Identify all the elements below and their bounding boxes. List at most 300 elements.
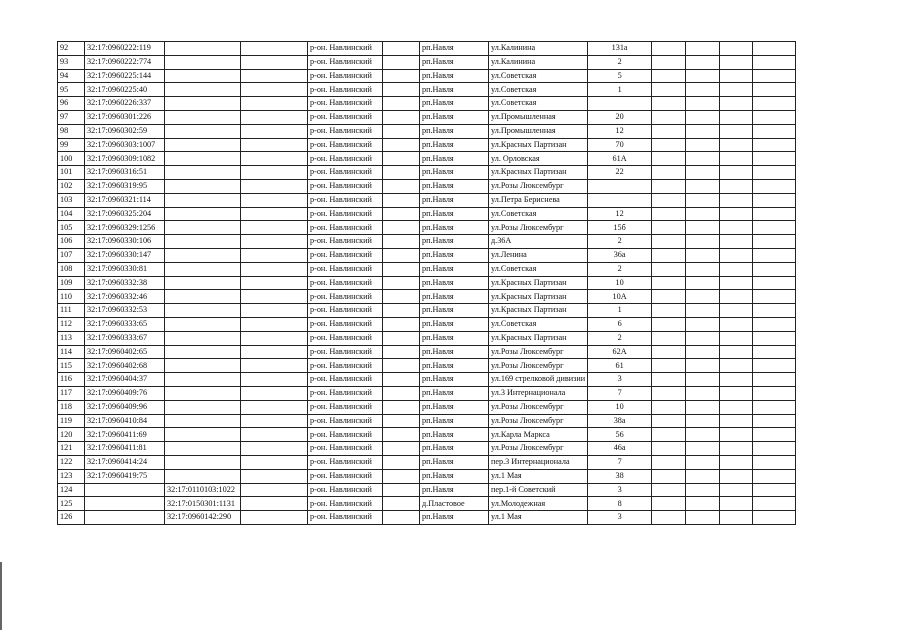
street-cell: ул.Молодежная (489, 497, 588, 511)
empty-cell (753, 359, 796, 373)
empty-cell (241, 359, 308, 373)
cadastral-number-cell: 32:17:0960301:226 (85, 110, 165, 124)
empty-cell (686, 331, 720, 345)
row-number-cell: 103 (58, 193, 85, 207)
row-number-cell: 101 (58, 166, 85, 180)
empty-cell (720, 110, 753, 124)
cadastral-number-cell: 32:17:0960321:114 (85, 193, 165, 207)
cadastral-number-alt-cell (165, 359, 241, 373)
empty-cell (720, 221, 753, 235)
empty-cell (686, 317, 720, 331)
empty-cell (686, 97, 720, 111)
cadastral-number-cell: 32:17:0960225:40 (85, 83, 165, 97)
row-number-cell: 116 (58, 373, 85, 387)
house-number-cell: 38 (588, 469, 652, 483)
cadastral-number-cell: 32:17:0960325:204 (85, 207, 165, 221)
empty-cell (652, 97, 686, 111)
empty-cell (720, 455, 753, 469)
street-cell: ул.Розы Люксембург (489, 179, 588, 193)
district-cell: р-он. Навлинский (308, 511, 383, 525)
empty-cell (652, 248, 686, 262)
empty-cell (720, 497, 753, 511)
empty-cell (652, 345, 686, 359)
empty-cell (720, 193, 753, 207)
locality-cell: рп.Навля (420, 124, 489, 138)
empty-cell (383, 290, 420, 304)
empty-cell (652, 497, 686, 511)
district-cell: р-он. Навлинский (308, 290, 383, 304)
row-number-cell: 104 (58, 207, 85, 221)
empty-cell (383, 97, 420, 111)
table-row (58, 304, 796, 318)
empty-cell (241, 469, 308, 483)
locality-cell: рп.Навля (420, 414, 489, 428)
house-number-cell: 20 (588, 110, 652, 124)
locality-cell: рп.Навля (420, 166, 489, 180)
empty-cell (720, 469, 753, 483)
cadastral-number-cell: 32:17:0960302:59 (85, 124, 165, 138)
empty-cell (241, 304, 308, 318)
cadastral-number-cell: 32:17:0960330:147 (85, 248, 165, 262)
empty-cell (720, 386, 753, 400)
empty-cell (383, 262, 420, 276)
district-cell: р-он. Навлинский (308, 42, 383, 56)
empty-cell (753, 262, 796, 276)
empty-cell (753, 345, 796, 359)
cadastral-number-alt-cell (165, 235, 241, 249)
cadastral-number-alt-cell (165, 152, 241, 166)
empty-cell (753, 428, 796, 442)
empty-cell (652, 69, 686, 83)
house-number-cell: 8 (588, 497, 652, 511)
empty-cell (652, 290, 686, 304)
empty-cell (720, 83, 753, 97)
table-row (58, 497, 796, 511)
cadastral-number-cell: 32:17:0960226:337 (85, 97, 165, 111)
street-cell: ул.Калинина (489, 42, 588, 56)
empty-cell (241, 179, 308, 193)
empty-cell (686, 207, 720, 221)
locality-cell: рп.Навля (420, 386, 489, 400)
house-number-cell: 2 (588, 235, 652, 249)
street-cell: ул.1 Мая (489, 511, 588, 525)
district-cell: р-он. Навлинский (308, 235, 383, 249)
district-cell: р-он. Навлинский (308, 497, 383, 511)
empty-cell (383, 138, 420, 152)
table-row (58, 124, 796, 138)
empty-cell (241, 414, 308, 428)
table-row (58, 138, 796, 152)
cadastral-number-alt-cell (165, 207, 241, 221)
empty-cell (720, 276, 753, 290)
district-cell: р-он. Навлинский (308, 455, 383, 469)
empty-cell (652, 455, 686, 469)
empty-cell (652, 469, 686, 483)
street-cell: ул.Розы Люксембург (489, 221, 588, 235)
district-cell: р-он. Навлинский (308, 110, 383, 124)
district-cell: р-он. Навлинский (308, 55, 383, 69)
empty-cell (241, 193, 308, 207)
empty-cell (383, 166, 420, 180)
empty-cell (686, 193, 720, 207)
empty-cell (720, 442, 753, 456)
cadastral-number-cell: 32:17:0960404:37 (85, 373, 165, 387)
empty-cell (686, 304, 720, 318)
empty-cell (241, 138, 308, 152)
cadastral-number-alt-cell (165, 304, 241, 318)
empty-cell (753, 248, 796, 262)
street-cell: ул.Советская (489, 83, 588, 97)
table-row (58, 97, 796, 111)
table-row (58, 83, 796, 97)
empty-cell (753, 317, 796, 331)
empty-cell (383, 193, 420, 207)
empty-cell (720, 69, 753, 83)
district-cell: р-он. Навлинский (308, 483, 383, 497)
empty-cell (652, 373, 686, 387)
empty-cell (686, 497, 720, 511)
empty-cell (652, 359, 686, 373)
table-row (58, 290, 796, 304)
district-cell: р-он. Навлинский (308, 83, 383, 97)
street-cell: ул.Карла Маркса (489, 428, 588, 442)
table-row (58, 373, 796, 387)
house-number-cell: 15б (588, 221, 652, 235)
empty-cell (720, 152, 753, 166)
empty-cell (652, 400, 686, 414)
house-number-cell: 2 (588, 262, 652, 276)
empty-cell (720, 166, 753, 180)
street-cell: ул.Советская (489, 69, 588, 83)
house-number-cell: 1 (588, 304, 652, 318)
empty-cell (753, 55, 796, 69)
empty-cell (686, 83, 720, 97)
house-number-cell: 56 (588, 428, 652, 442)
cadastral-number-cell: 32:17:0960222:119 (85, 42, 165, 56)
street-cell: пер.1-й Советский (489, 483, 588, 497)
empty-cell (686, 124, 720, 138)
empty-cell (686, 359, 720, 373)
cadastral-number-cell: 32:17:0960316:51 (85, 166, 165, 180)
row-number-cell: 110 (58, 290, 85, 304)
empty-cell (686, 166, 720, 180)
district-cell: р-он. Навлинский (308, 97, 383, 111)
locality-cell: рп.Навля (420, 69, 489, 83)
empty-cell (720, 235, 753, 249)
empty-cell (686, 55, 720, 69)
locality-cell: рп.Навля (420, 455, 489, 469)
cadastral-number-alt-cell (165, 428, 241, 442)
cadastral-number-cell: 32:17:0960225:144 (85, 69, 165, 83)
table-row (58, 276, 796, 290)
street-cell: ул.Розы Люксембург (489, 359, 588, 373)
locality-cell: рп.Навля (420, 345, 489, 359)
street-cell: ул.1 Мая (489, 469, 588, 483)
empty-cell (753, 276, 796, 290)
table-row (58, 345, 796, 359)
registry-table (57, 41, 796, 525)
house-number-cell: 1 (588, 83, 652, 97)
table-row (58, 179, 796, 193)
street-cell: ул.Петра Бериснева (489, 193, 588, 207)
row-number-cell: 119 (58, 414, 85, 428)
empty-cell (383, 511, 420, 525)
empty-cell (753, 110, 796, 124)
empty-cell (652, 138, 686, 152)
empty-cell (652, 511, 686, 525)
street-cell: ул.Красных Партизан (489, 138, 588, 152)
empty-cell (383, 207, 420, 221)
empty-cell (383, 455, 420, 469)
locality-cell: рп.Навля (420, 483, 489, 497)
cadastral-number-cell: 32:17:0960332:53 (85, 304, 165, 318)
empty-cell (652, 317, 686, 331)
cadastral-number-alt-cell (165, 83, 241, 97)
empty-cell (241, 124, 308, 138)
empty-cell (753, 97, 796, 111)
empty-cell (686, 442, 720, 456)
district-cell: р-он. Навлинский (308, 207, 383, 221)
row-number-cell: 96 (58, 97, 85, 111)
house-number-cell: 10 (588, 400, 652, 414)
empty-cell (720, 248, 753, 262)
empty-cell (720, 359, 753, 373)
locality-cell: рп.Навля (420, 442, 489, 456)
district-cell: р-он. Навлинский (308, 262, 383, 276)
empty-cell (241, 97, 308, 111)
empty-cell (241, 152, 308, 166)
empty-cell (652, 304, 686, 318)
empty-cell (753, 179, 796, 193)
district-cell: р-он. Навлинский (308, 317, 383, 331)
empty-cell (383, 414, 420, 428)
district-cell: р-он. Навлинский (308, 193, 383, 207)
row-number-cell: 117 (58, 386, 85, 400)
row-number-cell: 114 (58, 345, 85, 359)
street-cell: ул.Розы Люксембург (489, 400, 588, 414)
table-row (58, 359, 796, 373)
empty-cell (652, 428, 686, 442)
district-cell: р-он. Навлинский (308, 469, 383, 483)
empty-cell (753, 290, 796, 304)
empty-cell (383, 152, 420, 166)
empty-cell (241, 331, 308, 345)
empty-cell (383, 386, 420, 400)
empty-cell (686, 428, 720, 442)
empty-cell (686, 152, 720, 166)
empty-cell (241, 235, 308, 249)
row-number-cell: 99 (58, 138, 85, 152)
empty-cell (720, 483, 753, 497)
street-cell: ул.Промышленная (489, 124, 588, 138)
locality-cell: рп.Навля (420, 110, 489, 124)
empty-cell (720, 262, 753, 276)
cadastral-number-alt-cell (165, 414, 241, 428)
table-row (58, 69, 796, 83)
street-cell: ул.Промышленная (489, 110, 588, 124)
empty-cell (720, 428, 753, 442)
row-number-cell: 102 (58, 179, 85, 193)
empty-cell (241, 262, 308, 276)
cadastral-number-alt-cell (165, 179, 241, 193)
empty-cell (686, 345, 720, 359)
house-number-cell (588, 193, 652, 207)
cadastral-number-alt-cell (165, 276, 241, 290)
cadastral-number-cell: 32:17:0960333:67 (85, 331, 165, 345)
table-row (58, 221, 796, 235)
cadastral-number-cell: 32:17:0960329:1256 (85, 221, 165, 235)
locality-cell: д.Пластовое (420, 497, 489, 511)
cadastral-number-cell: 32:17:0960332:46 (85, 290, 165, 304)
empty-cell (241, 248, 308, 262)
empty-cell (241, 386, 308, 400)
cadastral-number-cell: 32:17:0960409:76 (85, 386, 165, 400)
table-row (58, 55, 796, 69)
house-number-cell: 12 (588, 207, 652, 221)
empty-cell (652, 221, 686, 235)
empty-cell (652, 276, 686, 290)
district-cell: р-он. Навлинский (308, 221, 383, 235)
row-number-cell: 95 (58, 83, 85, 97)
empty-cell (753, 483, 796, 497)
empty-cell (383, 124, 420, 138)
empty-cell (686, 290, 720, 304)
empty-cell (652, 42, 686, 56)
street-cell: ул.Розы Люксембург (489, 414, 588, 428)
locality-cell: рп.Навля (420, 317, 489, 331)
empty-cell (383, 428, 420, 442)
house-number-cell: 3 (588, 511, 652, 525)
row-number-cell: 107 (58, 248, 85, 262)
locality-cell: рп.Навля (420, 42, 489, 56)
locality-cell: рп.Навля (420, 511, 489, 525)
table-row (58, 414, 796, 428)
district-cell: р-он. Навлинский (308, 386, 383, 400)
cadastral-number-cell (85, 511, 165, 525)
district-cell: р-он. Навлинский (308, 400, 383, 414)
row-number-cell: 94 (58, 69, 85, 83)
street-cell: ул.Советская (489, 317, 588, 331)
empty-cell (241, 290, 308, 304)
empty-cell (383, 55, 420, 69)
empty-cell (652, 179, 686, 193)
house-number-cell: 3 (588, 373, 652, 387)
district-cell: р-он. Навлинский (308, 428, 383, 442)
empty-cell (753, 235, 796, 249)
street-cell: ул.Розы Люксембург (489, 442, 588, 456)
empty-cell (383, 400, 420, 414)
cadastral-number-cell: 32:17:0960419:75 (85, 469, 165, 483)
empty-cell (652, 483, 686, 497)
locality-cell: рп.Навля (420, 373, 489, 387)
row-number-cell: 112 (58, 317, 85, 331)
locality-cell: рп.Навля (420, 221, 489, 235)
house-number-cell: 5 (588, 69, 652, 83)
empty-cell (753, 42, 796, 56)
empty-cell (720, 207, 753, 221)
empty-cell (652, 124, 686, 138)
house-number-cell (588, 179, 652, 193)
row-number-cell: 113 (58, 331, 85, 345)
empty-cell (686, 110, 720, 124)
empty-cell (241, 207, 308, 221)
locality-cell: рп.Навля (420, 235, 489, 249)
empty-cell (753, 511, 796, 525)
table-row (58, 42, 796, 56)
row-number-cell: 106 (58, 235, 85, 249)
empty-cell (753, 83, 796, 97)
cadastral-number-alt-cell (165, 138, 241, 152)
empty-cell (720, 345, 753, 359)
empty-cell (652, 193, 686, 207)
cadastral-number-alt-cell (165, 290, 241, 304)
locality-cell: рп.Навля (420, 469, 489, 483)
district-cell: р-он. Навлинский (308, 359, 383, 373)
empty-cell (383, 276, 420, 290)
empty-cell (720, 55, 753, 69)
empty-cell (383, 497, 420, 511)
district-cell: р-он. Навлинский (308, 442, 383, 456)
row-number-cell: 122 (58, 455, 85, 469)
empty-cell (753, 124, 796, 138)
empty-cell (753, 497, 796, 511)
cadastral-number-cell: 32:17:0960411:81 (85, 442, 165, 456)
empty-cell (686, 373, 720, 387)
cadastral-number-cell: 32:17:0960332:38 (85, 276, 165, 290)
empty-cell (753, 400, 796, 414)
cadastral-number-alt-cell (165, 386, 241, 400)
empty-cell (241, 373, 308, 387)
cadastral-number-alt-cell (165, 248, 241, 262)
empty-cell (686, 469, 720, 483)
empty-cell (383, 483, 420, 497)
table-body (58, 42, 796, 525)
table-row (58, 428, 796, 442)
row-number-cell: 121 (58, 442, 85, 456)
empty-cell (383, 331, 420, 345)
row-number-cell: 98 (58, 124, 85, 138)
empty-cell (652, 442, 686, 456)
cadastral-number-alt-cell (165, 331, 241, 345)
empty-cell (686, 179, 720, 193)
house-number-cell: 22 (588, 166, 652, 180)
empty-cell (686, 455, 720, 469)
empty-cell (652, 166, 686, 180)
empty-cell (241, 55, 308, 69)
empty-cell (652, 110, 686, 124)
empty-cell (383, 359, 420, 373)
house-number-cell: 10А (588, 290, 652, 304)
empty-cell (652, 55, 686, 69)
table-row (58, 262, 796, 276)
empty-cell (241, 69, 308, 83)
empty-cell (241, 442, 308, 456)
row-number-cell: 115 (58, 359, 85, 373)
house-number-cell: 131а (588, 42, 652, 56)
empty-cell (686, 276, 720, 290)
cadastral-number-alt-cell: 32:17:0150301:1131 (165, 497, 241, 511)
cadastral-number-alt-cell (165, 97, 241, 111)
row-number-cell: 123 (58, 469, 85, 483)
empty-cell (652, 207, 686, 221)
empty-cell (753, 386, 796, 400)
empty-cell (241, 497, 308, 511)
district-cell: р-он. Навлинский (308, 138, 383, 152)
cadastral-number-alt-cell: 32:17:0110103:1022 (165, 483, 241, 497)
empty-cell (686, 262, 720, 276)
street-cell: ул.Красных Партизан (489, 304, 588, 318)
empty-cell (241, 166, 308, 180)
